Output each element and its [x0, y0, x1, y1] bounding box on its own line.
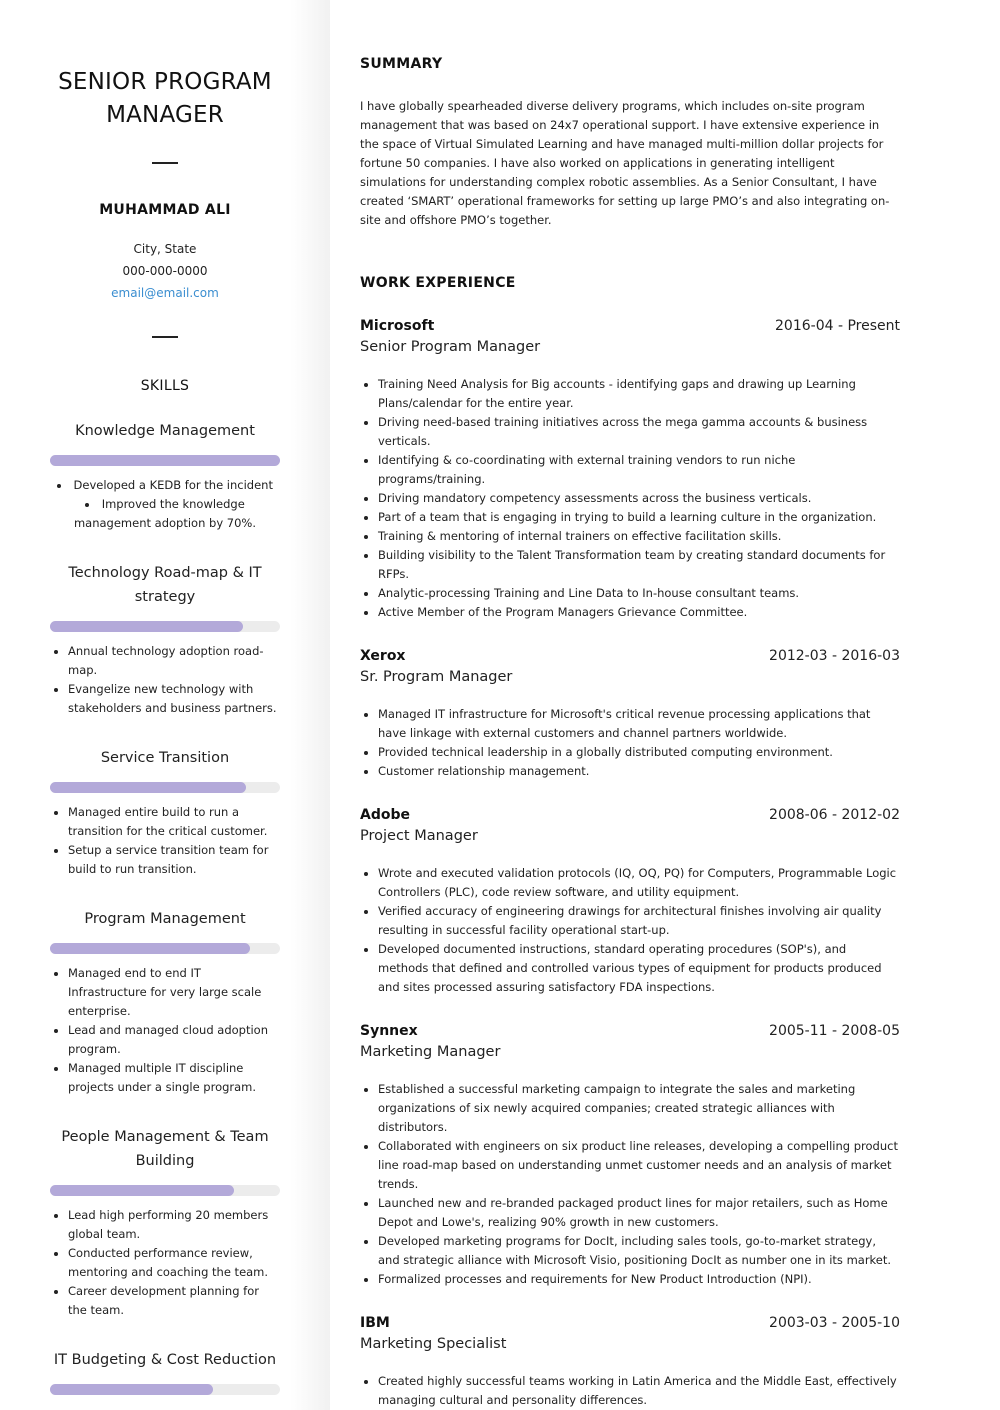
job-entry	[360, 1023, 900, 1289]
company-name: Adobe	[360, 807, 410, 823]
skill-item	[50, 1348, 280, 1395]
job-dates: 2012-03 - 2016-03	[769, 648, 900, 664]
list-item: • Managed IT infrastructure for Microsoft's critical revenue processing applications that have linkage with external customers and channel partners worldwide.	[378, 705, 900, 743]
skill-name-line: Knowledge Management	[75, 423, 255, 439]
list-item: • Formalized processes and requirements for New Product Introduction (NPI).	[378, 1270, 900, 1289]
list-item: • Managed multiple IT discipline projects under a single program.	[68, 1059, 280, 1097]
list-item: • Career development planning for the team.	[68, 1282, 280, 1320]
list-item: • Building visibility to the Talent Transformation team by creating standard documents for RFPs.	[378, 546, 900, 584]
skill-level-fill	[50, 782, 246, 793]
job-entry	[360, 807, 900, 997]
job-title	[50, 66, 280, 132]
list-item: • Developed marketing programs for DocIt, including sales tools, go-to-market strategy, and strategic alliance with Microsoft Visio, positioning DocIt as number one in its market.	[378, 1232, 900, 1270]
job-header	[360, 648, 900, 664]
job-header	[360, 1315, 900, 1331]
list-item: • Developed documented instructions, standard operating procedures (SOP's), and methods that defined and controlled various types of equipment for products produced and sites processed assuring satisfactory FDA inspections.	[378, 940, 900, 997]
list-item: • Active Member of the Program Managers Grievance Committee.	[378, 603, 900, 622]
location: City, State	[133, 242, 197, 256]
sidebar-content	[50, 66, 280, 1395]
skill-name	[50, 746, 280, 770]
skill-name-line: strategy	[134, 589, 196, 605]
list-item: • Evangelize new technology with stakeholders and business partners.	[68, 680, 280, 718]
job-bullets	[360, 1080, 900, 1289]
company-name: Microsoft	[360, 318, 435, 334]
skill-level-fill	[50, 1185, 234, 1196]
company-name: Synnex	[360, 1023, 418, 1039]
list-item: • Launched new and re-branded packaged product lines for major retailers, such as Home Depot and Lowe's, realizing 90% growth in new customers.	[378, 1194, 900, 1232]
skill-name	[50, 907, 280, 931]
job-role: Sr. Program Manager	[360, 669, 513, 685]
list-item: • Analytic-processing Training and Line Data to In-house consultant teams.	[378, 584, 900, 603]
job-bullets	[360, 375, 900, 622]
skill-level-bar	[50, 455, 280, 466]
job-entry	[360, 648, 900, 781]
list-item: • Part of a team that is engaging in trying to build a learning culture in the organization.	[378, 508, 900, 527]
skill-level-bar	[50, 1185, 280, 1196]
skill-name-line: People Management & Team	[61, 1129, 269, 1145]
job-bullets	[360, 864, 900, 997]
email-link[interactable]: email@email.com	[111, 286, 219, 300]
job-dates: 2005-11 - 2008-05	[769, 1023, 900, 1039]
list-item: • Provided technical leadership in a globally distributed computing environment.	[378, 743, 900, 762]
list-item: • Managed entire build to run a transition for the critical customer.	[68, 803, 280, 841]
job-role: Marketing Specialist	[360, 1336, 507, 1352]
work-experience-heading: WORK EXPERIENCE	[360, 275, 516, 291]
summary-heading: SUMMARY	[360, 56, 443, 72]
main-content	[360, 56, 900, 1410]
skill-item	[50, 746, 280, 879]
skill-name-line: IT Budgeting & Cost Reduction	[53, 1352, 277, 1368]
job-header	[360, 807, 900, 823]
list-item: • Customer relationship management.	[378, 762, 900, 781]
phone: 000-000-0000	[122, 264, 208, 278]
list-item: • Training Need Analysis for Big accounts - identifying gaps and drawing up Learning Plans/calendar for the entire year.	[378, 375, 900, 413]
job-dates: 2003-03 - 2005-10	[769, 1315, 900, 1331]
list-item: • Training & mentoring of internal trainers on effective facilitation skills.	[378, 527, 900, 546]
list-item: • Setup a service transition team for build to run transition.	[68, 841, 280, 879]
list-item: • Wrote and executed validation protocols (IQ, OQ, PQ) for Computers, Programmable Logic Controllers (PLC), code review software, and utility equipment.	[378, 864, 900, 902]
job-role: Marketing Manager	[360, 1044, 501, 1060]
list-item: • Lead high performing 20 members global team.	[68, 1206, 280, 1244]
skill-name-line: Building	[135, 1153, 195, 1169]
skill-level-fill	[50, 943, 250, 954]
skill-level-fill	[50, 455, 280, 466]
job-dates: 2008-06 - 2012-02	[769, 807, 900, 823]
skill-bullets	[50, 1206, 280, 1320]
skill-bullets	[50, 642, 280, 718]
job-bullets	[360, 1372, 900, 1410]
skill-item	[50, 561, 280, 718]
divider	[152, 336, 178, 338]
job-dates: 2016-04 - Present	[775, 318, 900, 334]
list-item: • Identifying & co-coordinating with external training vendors to run niche programs/training.	[378, 451, 900, 489]
list-item: • Annual technology adoption road-map.	[68, 642, 280, 680]
job-role: Senior Program Manager	[360, 339, 541, 355]
list-item: • Lead and managed cloud adoption program.	[68, 1021, 280, 1059]
list-item: • Driving mandatory competency assessments across the business verticals.	[378, 489, 900, 508]
skill-name-line: Service Transition	[100, 750, 230, 766]
job-header	[360, 318, 900, 334]
skill-name-line: Program Management	[84, 911, 246, 927]
skill-item	[50, 419, 280, 533]
job-role: Project Manager	[360, 828, 478, 844]
job-header	[360, 1023, 900, 1039]
skill-level-bar	[50, 943, 280, 954]
skill-level-fill	[50, 1384, 213, 1395]
sidebar	[0, 0, 330, 1410]
list-item: • Verified accuracy of engineering drawings for architectural finishes involving air quality resulting in successful facility operational start-up.	[378, 902, 900, 940]
skill-name-line: Technology Road-map & IT	[68, 565, 262, 581]
list-item: • Conducted performance review, mentoring and coaching the team.	[68, 1244, 280, 1282]
contact-block	[50, 238, 280, 304]
skill-level-bar	[50, 782, 280, 793]
list-item: • Established a successful marketing campaign to integrate the sales and marketing organizations of six newly acquired companies; created strategic alliances with distributors.	[378, 1080, 900, 1137]
skills-heading: SKILLS	[140, 378, 190, 394]
job-title-line-2: MANAGER	[106, 102, 224, 128]
summary-text: I have globally spearheaded diverse delivery programs, which includes on-site program management that was based on 24x7 operational support. I have extensive experience in the space of Virtual Simulated Learning and have managed multi-million dollar projects for fortune 50 companies. I have also worked on applications in generating intelligent simulations for understanding complex robotic assemblies. As a Senior Consultant, I have created ‘SMART’ operational frameworks for setting up large PMO’s and also integrating on-site and offshore PMO’s together.	[360, 99, 890, 227]
candidate-name: MUHAMMAD ALI	[99, 202, 231, 218]
skill-name	[50, 561, 280, 609]
job-bullets	[360, 705, 900, 781]
company-name: IBM	[360, 1315, 390, 1331]
list-item: • Managed end to end IT Infrastructure for very large scale enterprise.	[68, 964, 280, 1021]
company-name: Xerox	[360, 648, 406, 664]
skill-bullets	[50, 476, 280, 533]
skill-bullets	[50, 803, 280, 879]
list-item: • Improved the knowledge management adoption by 70%.	[50, 495, 280, 533]
list-item: • Developed a KEDB for the incident	[50, 476, 280, 495]
skill-level-bar	[50, 1384, 280, 1395]
skill-item	[50, 1125, 280, 1320]
skill-bullets	[50, 964, 280, 1097]
job-entry	[360, 318, 900, 622]
skill-name	[50, 1348, 280, 1372]
list-item: • Driving need-based training initiatives across the mega gamma accounts & business verticals.	[378, 413, 900, 451]
skill-level-fill	[50, 621, 243, 632]
list-item: • Collaborated with engineers on six product line releases, developing a compelling product line road-map based on understanding unmet customer needs and an analysis of market trends.	[378, 1137, 900, 1194]
skill-item	[50, 907, 280, 1097]
skill-level-bar	[50, 621, 280, 632]
skill-name	[50, 419, 280, 443]
list-item: • Created highly successful teams working in Latin America and the Middle East, effectively managing cultural and personality differences.	[378, 1372, 900, 1410]
divider	[152, 162, 178, 164]
skill-name	[50, 1125, 280, 1173]
job-entry	[360, 1315, 900, 1410]
job-title-line-1: SENIOR PROGRAM	[58, 69, 272, 95]
